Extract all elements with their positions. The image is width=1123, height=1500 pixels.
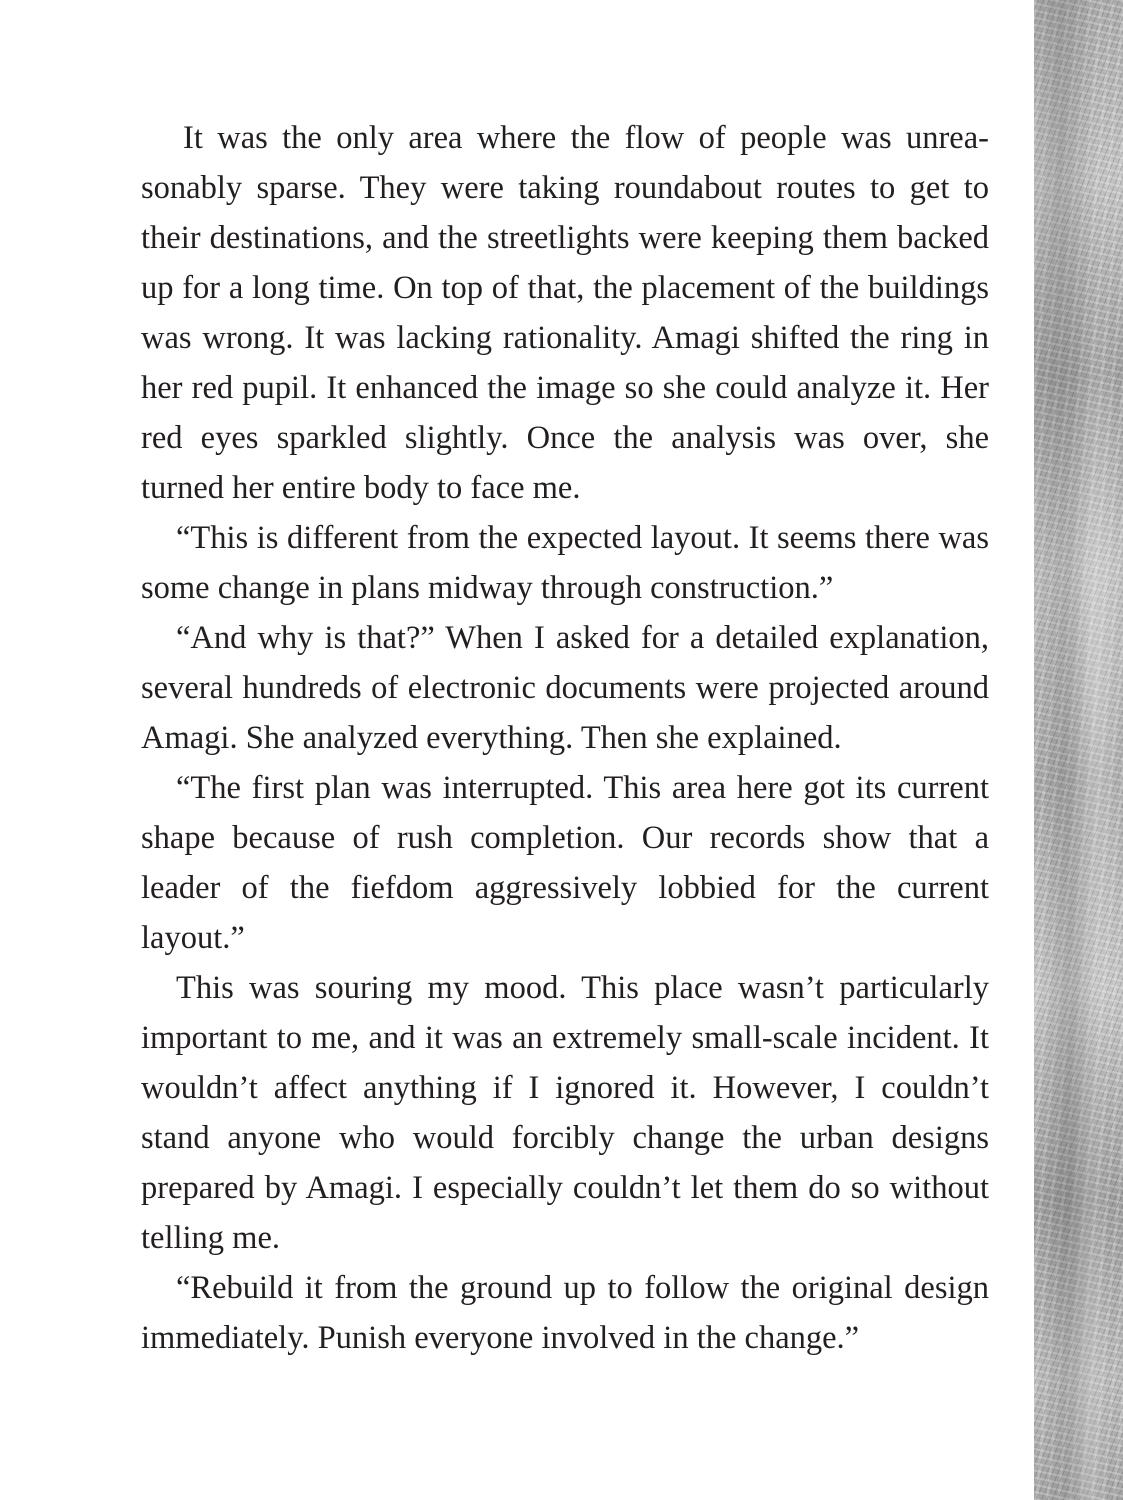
paragraph-1: It was the only area where the flow of people was unreasonably sparse. They were taking roundabout routes to get to their destinations, and the streetlights were keeping them backed up for a long time. On top of that, the placement of the buildings was wrong. It was lacking rationality. Amagi shifted the ring in her red pupil. It enhanced the image so she could analyze it. Her red eyes sparkled slightly. Once the analysis was over, she turned her entire body to face me. <box>141 120 989 506</box>
paragraph-2: “This is different from the expected layout. It seems there was some change in plans midway through construction.” <box>141 520 989 606</box>
paragraph-5: This was souring my mood. This place wasn’t particularly important to me, and it was an extremely small-scale incident. It wouldn’t affect anything if I ignored it. However, I couldn’t stand anyone who would forcibly change the urban designs prepared by Amagi. I especially couldn’t let them do so without telling me. <box>141 970 989 1256</box>
paragraph-6: “Rebuild it from the ground up to follow the original design immediately. Punish everyone involved in the change.” <box>141 1270 989 1356</box>
paragraph-4: “The first plan was interrupted. This area here got its current shape because of rush completion. Our records show that a leader of the fiefdom aggressively lobbied for the current layout.” <box>141 770 989 956</box>
page-edge-texture <box>1034 0 1123 1500</box>
body-text <box>141 113 989 1363</box>
paragraph-3: “And why is that?” When I asked for a detailed explanation, several hundreds of electronic documents were projected around Amagi. She analyzed everything. Then she explained. <box>141 620 989 756</box>
